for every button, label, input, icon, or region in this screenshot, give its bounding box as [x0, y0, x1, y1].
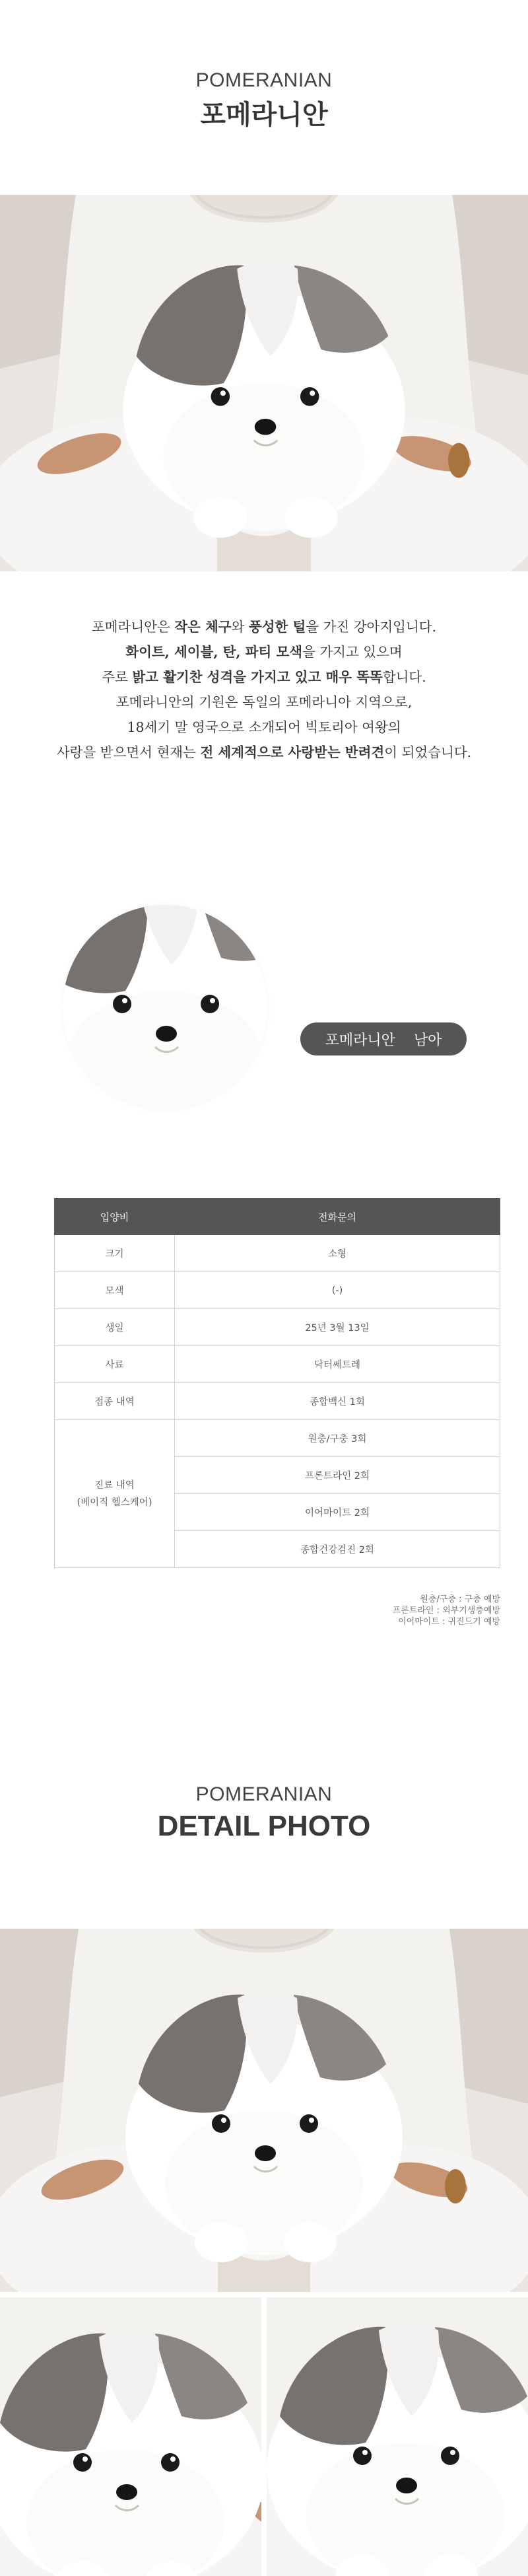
- table-row: [55, 1235, 500, 1272]
- medical-label-main: 진료 내역: [94, 1480, 135, 1491]
- description-text: 사랑을 받으면서 현재는: [56, 744, 201, 760]
- description-text: 와: [231, 619, 249, 635]
- table-row: [55, 1272, 500, 1309]
- description-line: [0, 715, 528, 740]
- badge-breed: 포메라니안: [325, 1032, 395, 1049]
- table-header-row: [55, 1199, 500, 1235]
- note-line: 프론트라인 : 외부기생충예방: [392, 1606, 500, 1616]
- description-text: 주로: [102, 669, 133, 685]
- description-highlight: 밝고 활기찬 성격을 가지고 있고 매우 똑똑: [132, 669, 383, 685]
- description-line: [0, 740, 528, 765]
- row-label: 사료: [55, 1346, 175, 1383]
- description-line: [0, 614, 528, 639]
- medical-history-value: 프론트라인 2회: [175, 1457, 500, 1494]
- row-label: 크기: [55, 1235, 175, 1272]
- detail-photo-left: [0, 2297, 261, 2576]
- note-line: 이어마이트 : 귀진드기 예방: [398, 1617, 500, 1627]
- description-line: [0, 690, 528, 715]
- breed-title-en: POMERANIAN: [195, 69, 333, 91]
- medical-history-value: 이어마이트 2회: [175, 1494, 500, 1531]
- medical-label-sub: (베이직 헬스케어): [77, 1497, 152, 1508]
- description-highlight: 작은 체구: [174, 619, 232, 635]
- medical-history-value: 원충/구충 3회: [175, 1420, 500, 1457]
- breed-sex-badge: [300, 1022, 467, 1055]
- row-value: 25년 3월 13일: [175, 1309, 500, 1346]
- note-line: 원충/구충 : 구충 예방: [420, 1594, 500, 1604]
- table-row: [55, 1309, 500, 1346]
- row-label: 모색: [55, 1272, 175, 1309]
- description-text: 합니다.: [382, 669, 426, 685]
- description-text: 18세기 말 영국으로 소개되어 빅토리아 여왕의: [127, 719, 401, 735]
- description-text: 포메라니안의 기원은 독일의 포메라니아 지역으로,: [116, 694, 412, 710]
- detail-title: DETAIL PHOTO: [157, 1810, 371, 1842]
- detail-title-en: POMERANIAN: [195, 1783, 333, 1805]
- description-text: 이 되었습니다.: [384, 744, 472, 760]
- description-text: 포메라니안은: [91, 619, 175, 635]
- detail-photo-right: [267, 2297, 528, 2576]
- puppy-circle-photo: [63, 905, 267, 1110]
- medical-history-label: [55, 1420, 175, 1568]
- description-highlight: 전 세계적으로 사랑받는 반려견: [200, 744, 385, 760]
- description-text: 을 가진 강아지입니다.: [306, 619, 437, 635]
- table-row: [55, 1383, 500, 1420]
- row-label: 접종 내역: [55, 1383, 175, 1420]
- table-row: [55, 1346, 500, 1383]
- row-value: (-): [175, 1272, 500, 1309]
- breed-description: [0, 614, 528, 765]
- table-header-left: 입양비: [55, 1199, 175, 1235]
- description-text: 을 가지고 있으며: [302, 644, 403, 660]
- row-value: 닥터쎄트레: [175, 1346, 500, 1383]
- detail-photo-large: [0, 1929, 528, 2292]
- row-value: 종합백신 1회: [175, 1383, 500, 1420]
- row-label: 생일: [55, 1309, 175, 1346]
- badge-sex: 남아: [413, 1032, 442, 1049]
- table-body: [55, 1235, 500, 1568]
- description-line: [0, 639, 528, 664]
- page-header: [0, 0, 528, 195]
- hero-photo: [0, 195, 528, 571]
- description-highlight: 풍성한 털: [248, 619, 306, 635]
- medical-notes: [393, 1594, 500, 1628]
- description-line: [0, 664, 528, 690]
- detail-photo-header: [0, 1783, 528, 1843]
- puppy-info-table: [54, 1198, 500, 1568]
- breed-title-ko: 포메라니안: [200, 100, 328, 130]
- medical-history-value: 종합건강검진 2회: [175, 1531, 500, 1568]
- table-row: [55, 1420, 500, 1457]
- row-value: 소형: [175, 1235, 500, 1272]
- description-highlight: 화이트, 세이블, 탄, 파티 모색: [125, 644, 303, 660]
- table-header-right: 전화문의: [175, 1199, 500, 1235]
